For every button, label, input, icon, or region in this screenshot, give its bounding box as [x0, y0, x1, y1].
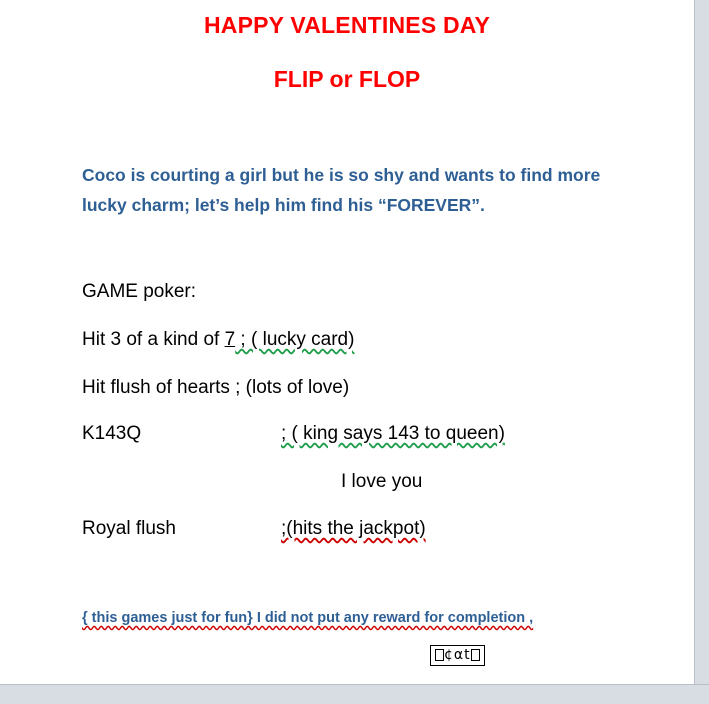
centered-love-line: I love you [341, 471, 423, 492]
rule-1-value: 7 [224, 329, 236, 350]
bottom-page-gutter [0, 684, 709, 704]
missing-glyph-icon-2 [471, 649, 480, 661]
rule-row-k143q-description: ; ( king says 143 to queen) [281, 423, 505, 444]
rule-row-three-of-a-kind [82, 329, 354, 351]
rule-4-prefix: Royal flush [82, 518, 176, 539]
game-heading: GAME poker: [82, 281, 197, 302]
cat-emoji-box [430, 645, 485, 666]
rule-1-prefix: Hit 3 of a kind of [82, 329, 225, 350]
rule-row-k143q-label [82, 423, 141, 445]
cat-box-text: ¢αt [444, 647, 471, 663]
rule-row-royal-flush-label [82, 518, 176, 540]
footnote-content: { this games just for fun} I did not put any reward for completion , [82, 610, 534, 626]
rule-1-suffix: ; ( lucky card) [235, 329, 355, 350]
page-title-line-1: HAPPY VALENTINES DAY [203, 12, 491, 38]
rule-3-prefix: K143Q [82, 423, 142, 444]
intro-paragraph: Coco is courting a girl but he is so shy and wants to find more lucky charm; let’s help him find his “FOREVER”. [82, 165, 601, 215]
missing-glyph-icon [435, 649, 444, 661]
footnote-text [82, 610, 533, 626]
rule-2-prefix: Hit flush of hearts [82, 377, 230, 398]
rule-row-flush-of-hearts [82, 377, 349, 399]
rule-2-suffix: ; (lots of love) [229, 377, 350, 398]
rule-4-description-text: ;(hits the jackpot) [281, 518, 426, 539]
rule-row-royal-flush-description [281, 518, 426, 540]
page-title-line-2: FLIP or FLOP [273, 66, 421, 92]
right-page-gutter [694, 0, 709, 684]
